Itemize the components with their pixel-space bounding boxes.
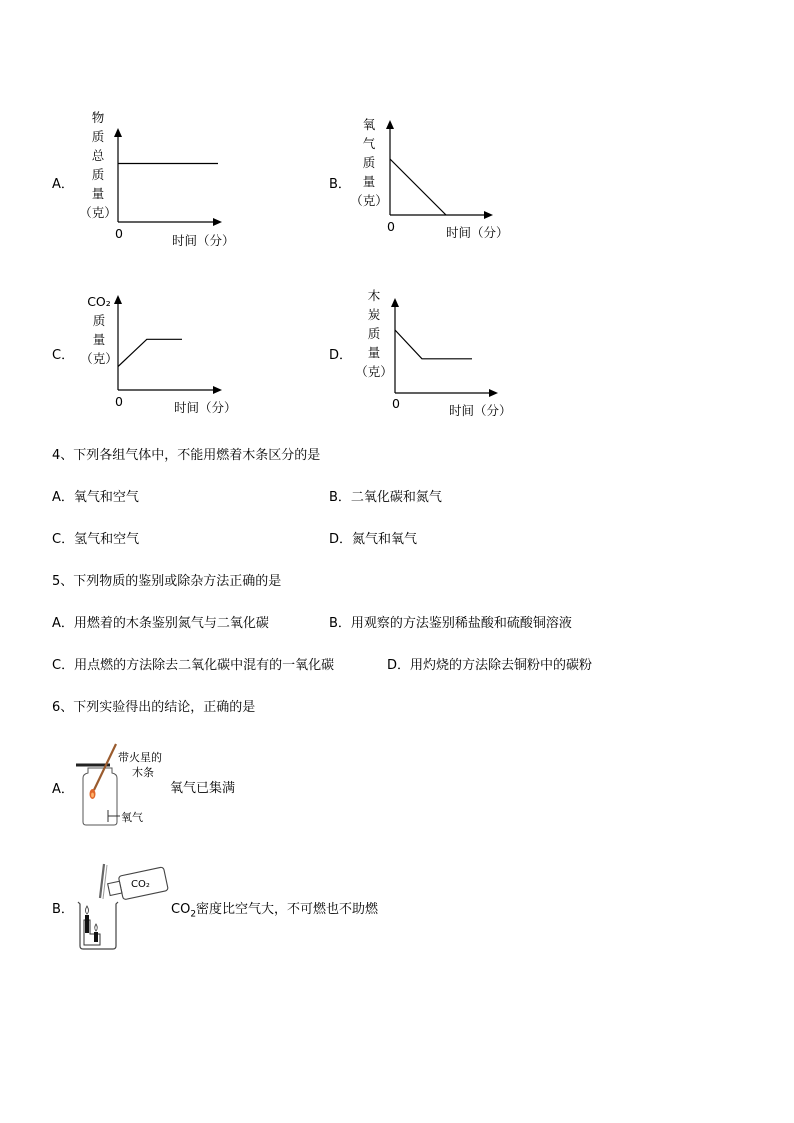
y-label-char: 质 [91, 129, 105, 144]
y-label-char: 质 [91, 167, 105, 182]
y-label-char: 质 [362, 155, 376, 170]
gas-label: 氧气 [121, 811, 143, 824]
y-label-char: （克） [350, 193, 388, 208]
y-label-char: 质 [92, 313, 106, 328]
conclusion-b-text: 密度比空气大，不可燃也不助燃 [196, 902, 379, 917]
origin-label: 0 [115, 226, 123, 241]
origin-label: 0 [392, 396, 400, 411]
option-label: A． [52, 782, 74, 797]
y-label-char: 量 [92, 332, 106, 347]
origin-label: 0 [387, 219, 395, 234]
conclusion-a: 氧气已集满 [170, 781, 236, 796]
question-4-option-b: B．二氧化碳和氮气 [329, 490, 442, 505]
bottle-label: CO₂ [131, 879, 150, 890]
y-label-char: （克） [79, 205, 117, 220]
stick-label-line1: 带火星的 [118, 751, 162, 764]
y-label-char: （克） [355, 364, 393, 379]
question-5-option-c: C．用点燃的方法除去二氧化碳中混有的一氧化碳 [52, 658, 335, 673]
question-4-option-a: A．氧气和空气 [52, 490, 139, 505]
co2-formula-base: CO [171, 902, 191, 917]
y-label-char: 木 [367, 288, 381, 303]
x-axis-label: 时间（分） [449, 403, 512, 418]
question-5-option-d: D．用灼烧的方法除去铜粉中的碳粉 [387, 658, 593, 673]
conclusion-b [171, 898, 378, 920]
beaker-candles-co2-illustration [70, 862, 175, 954]
stick-label-line2: 木条 [132, 766, 154, 779]
question-5-option-a: A．用燃着的木条鉴别氮气与二氧化碳 [52, 616, 269, 631]
option-label: C． [52, 348, 75, 363]
x-axis-label: 时间（分） [174, 400, 237, 415]
question-5-option-b: B．用观察的方法鉴别稀盐酸和硫酸铜溶液 [329, 616, 572, 631]
y-label-char: 量 [91, 186, 105, 201]
y-label-char: 质 [367, 326, 381, 341]
option-label: B． [52, 902, 74, 917]
x-axis-label: 时间（分） [172, 233, 235, 248]
y-label-char: CO₂ [87, 294, 111, 309]
x-axis-arrow [489, 389, 498, 397]
y-label-char: 气 [362, 136, 376, 151]
co2-formula-subscript: 2 [190, 909, 197, 920]
data-line [395, 330, 472, 359]
question-5-stem: 5、下列物质的鉴别或除杂方法正确的是 [52, 574, 282, 589]
x-axis-label: 时间（分） [446, 225, 509, 240]
y-label-char: （克） [80, 351, 118, 366]
question-4-stem: 4、下列各组气体中，不能用燃着木条区分的是 [52, 448, 321, 463]
y-label-char: 总 [91, 148, 105, 163]
option-label: A． [52, 177, 74, 192]
question-4-option-c: C．氢气和空气 [52, 532, 140, 547]
y-label-char: 量 [367, 345, 381, 360]
question-6-stem: 6、下列实验得出的结论，正确的是 [52, 700, 256, 715]
y-label-char: 炭 [367, 307, 381, 322]
y-axis-arrow [391, 298, 399, 307]
y-label-char: 量 [362, 174, 376, 189]
question-4-option-d: D．氮气和氧气 [329, 532, 418, 547]
origin-label: 0 [115, 394, 123, 409]
option-label: B． [329, 177, 351, 192]
option-label: D． [329, 348, 353, 363]
y-label-char: 氧 [362, 117, 376, 132]
y-label-char: 物 [91, 110, 105, 125]
